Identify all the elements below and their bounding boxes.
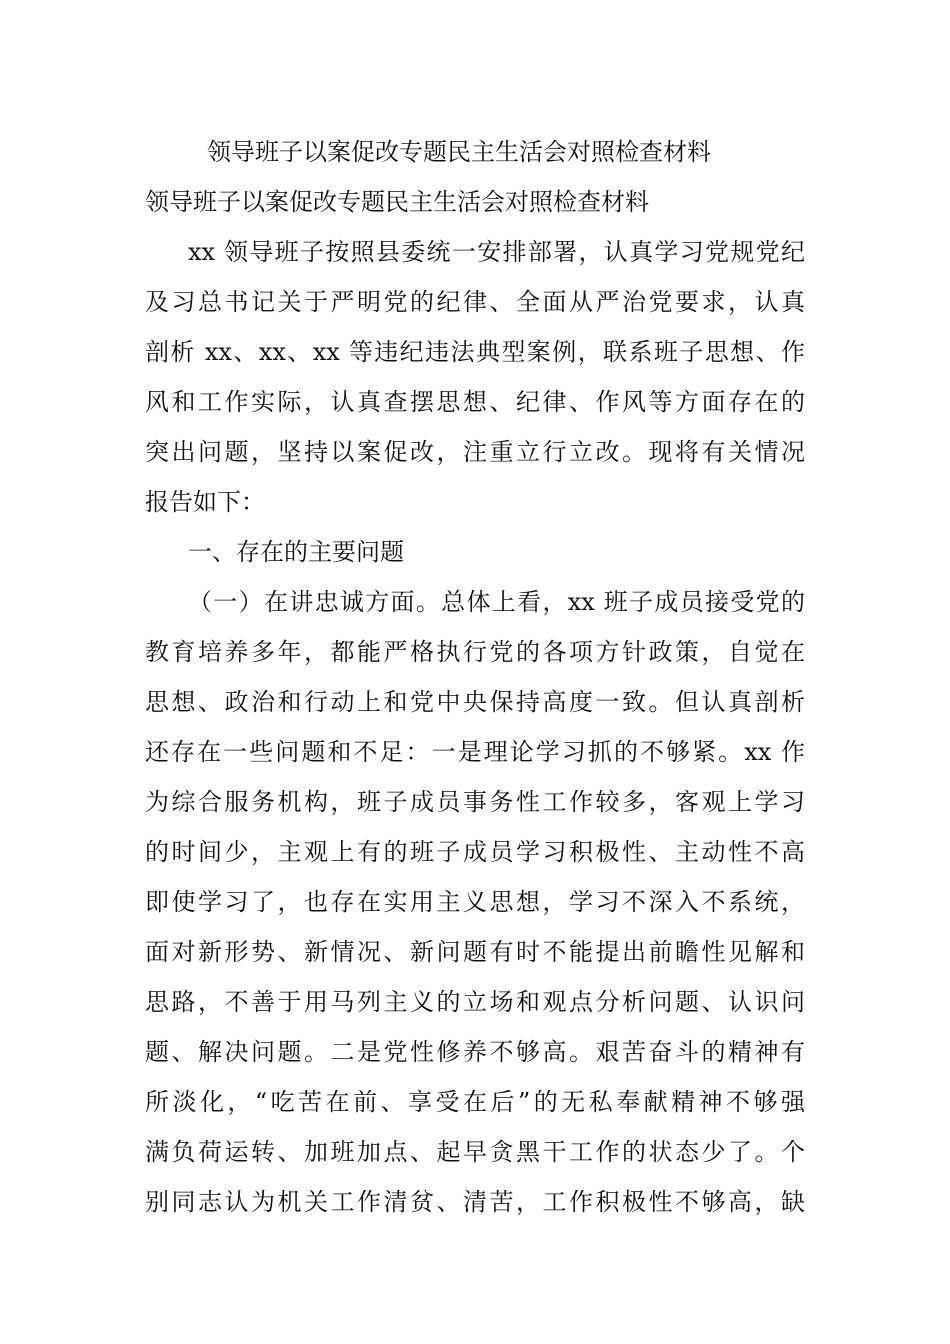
paragraph-line: （一）在讲忠诚方面。总体上看，xx 班子成员接受党的 — [188, 588, 805, 616]
paragraph-line: 剖析 xx、xx、xx 等违纪违法典型案例，联系班子思想、作 — [145, 338, 805, 366]
section-heading: 一、存在的主要问题 — [188, 538, 404, 566]
paragraph-line: 为综合服务机构，班子成员事务性工作较多，客观上学习 — [145, 788, 805, 816]
paragraph-line: xx 领导班子按照县委统一安排部署，认真学习党规党纪 — [188, 238, 805, 266]
paragraph-line: 教育培养多年，都能严格执行党的各项方针政策，自觉在 — [145, 638, 805, 666]
paragraph-line: 及习总书记关于严明党的纪律、全面从严治党要求，认真 — [145, 288, 805, 316]
paragraph-line: 的时间少，主观上有的班子成员学习积极性、主动性不高 — [145, 838, 805, 866]
paragraph-line: 突出问题，坚持以案促改，注重立行立改。现将有关情况 — [145, 438, 805, 466]
paragraph-line: 即使学习了，也存在实用主义思想，学习不深入不系统， — [145, 888, 805, 916]
paragraph-line: 思路，不善于用马列主义的立场和观点分析问题、认识问 — [145, 988, 805, 1016]
paragraph-line: 报告如下： — [145, 488, 265, 516]
paragraph-line: 所淡化，“吃苦在前、享受在后”的无私奉献精神不够强 — [145, 1088, 805, 1116]
paragraph-line: 风和工作实际，认真查摆思想、纪律、作风等方面存在的 — [145, 388, 805, 416]
paragraph-line: 别同志认为机关工作清贫、清苦，工作积极性不够高，缺 — [145, 1188, 805, 1216]
paragraph-line: 题、解决问题。二是党性修养不够高。艰苦奋斗的精神有 — [145, 1038, 805, 1066]
paragraph-line: 面对新形势、新情况、新问题有时不能提出前瞻性见解和 — [145, 938, 805, 966]
paragraph-line: 思想、政治和行动上和党中央保持高度一致。但认真剖析 — [145, 688, 805, 716]
document-subtitle: 领导班子以案促改专题民主生活会对照检查材料 — [145, 188, 649, 216]
document-title: 领导班子以案促改专题民主生活会对照检查材料 — [207, 138, 711, 166]
paragraph-line: 还存在一些问题和不足：一是理论学习抓的不够紧。xx 作 — [145, 738, 805, 766]
paragraph-line: 满负荷运转、加班加点、起早贪黑干工作的状态少了。个 — [145, 1138, 805, 1166]
